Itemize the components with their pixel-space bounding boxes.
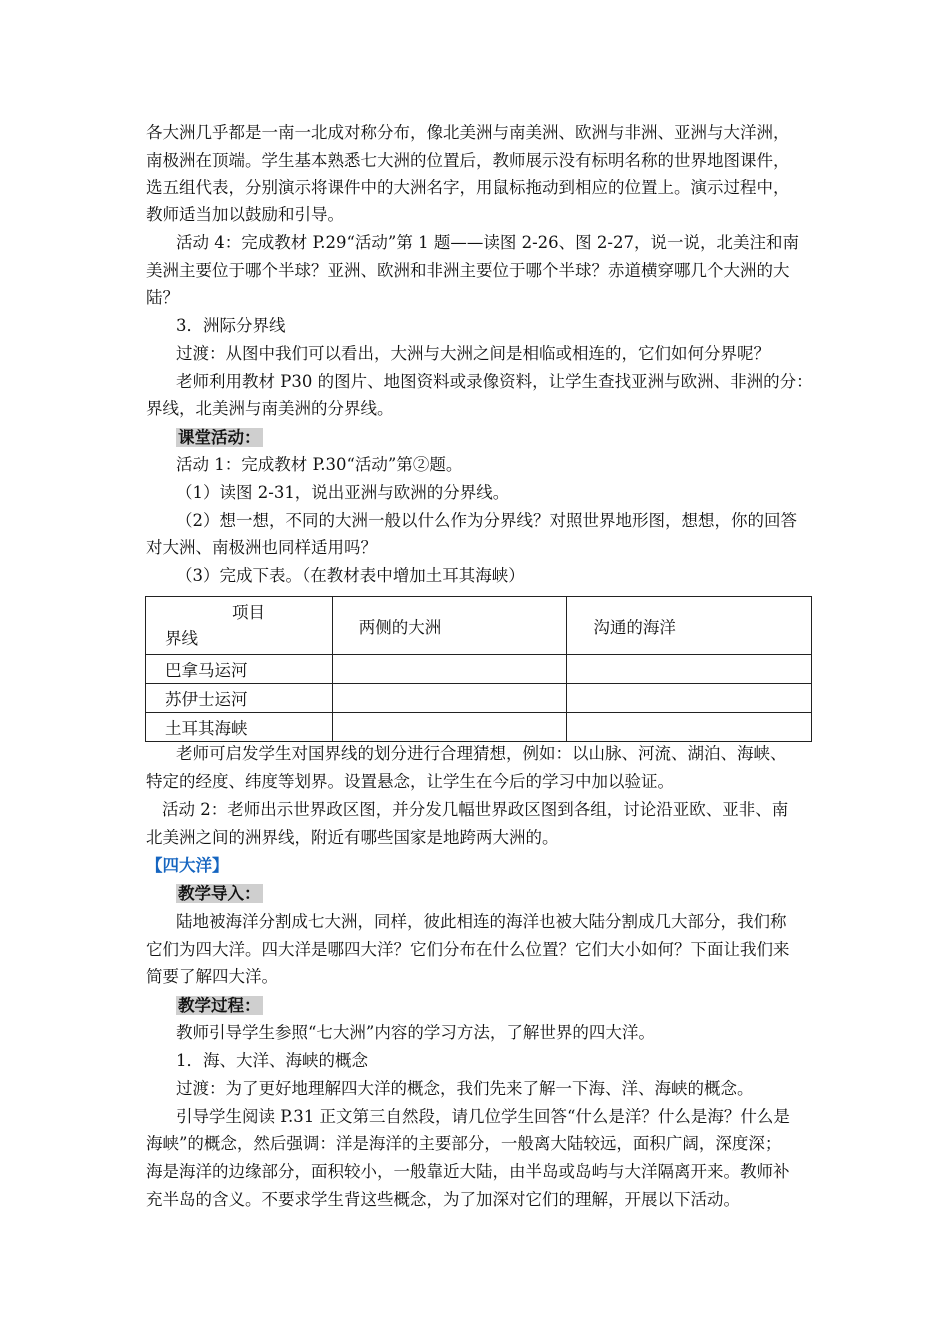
paragraph-line: 3．洲际分界线 — [176, 316, 286, 335]
table-cell — [332, 713, 567, 742]
table-cell — [567, 684, 812, 713]
table-header-row — [146, 597, 812, 655]
process-line: 海峡”的概念，然后强调：洋是海洋的主要部分，一般离大陆较远，面积广阔，深度深； — [146, 1134, 782, 1153]
activity-line: （3）完成下表。（在教材表中增加土耳其海峡） — [176, 566, 525, 585]
diag-header-bottom: 界线 — [165, 629, 198, 648]
paragraph-line: 各大洲几乎都是一南一北成对称分布，像北美洲与南美洲、欧洲与非洲、亚洲与大洋洲， — [146, 123, 790, 142]
table-cell: 巴拿马运河 — [146, 655, 333, 684]
paragraph-line: 活动 4：完成教材 P.29“活动”第 1 题——读图 2-26、图 2-27，说一说，北美注和南 — [176, 233, 799, 252]
table-cell: 苏伊士运河 — [146, 684, 333, 713]
process-line: 教师引导学生参照“七大洲”内容的学习方法，了解世界的四大洋。 — [176, 1023, 655, 1042]
paragraph-line: 老师可启发学生对国界线的划分进行合理猜想，例如：以山脉、河流、湖泊、海峡、 — [176, 744, 787, 763]
intro-heading: 教学导入： — [178, 884, 261, 903]
process-line: 1．海、大洋、海峡的概念 — [176, 1051, 368, 1070]
activity-line: 对大洲、南极洲也同样适用吗？ — [146, 538, 377, 557]
paragraph-line: 特定的经度、纬度等划界。设置悬念，让学生在今后的学习中加以验证。 — [146, 772, 674, 791]
table-header-continents: 两侧的大洲 — [332, 597, 567, 655]
intro-line: 它们为四大洋。四大洋是哪四大洋？它们分布在什么位置？它们大小如何？下面让我们来 — [146, 940, 790, 959]
boundary-table — [145, 596, 812, 742]
activity-line: （1）读图 2-31，说出亚洲与欧洲的分界线。 — [176, 483, 510, 502]
process-line: 过渡：为了更好地理解四大洋的概念，我们先来了解一下海、洋、海峡的概念。 — [176, 1079, 754, 1098]
table-row — [146, 684, 812, 713]
paragraph-line: 教师适当加以鼓励和引导。 — [146, 205, 344, 224]
table-cell: 土耳其海峡 — [146, 713, 333, 742]
table-cell — [332, 684, 567, 713]
table-cell — [567, 655, 812, 684]
process-line: 充半岛的含义。不要求学生背这些概念，为了加深对它们的理解，开展以下活动。 — [146, 1190, 740, 1209]
activity-line: （2）想一想，不同的大洲一般以什么作为分界线？对照世界地形图，想想，你的回答 — [176, 511, 797, 530]
intro-line: 简要了解四大洋。 — [146, 967, 278, 986]
paragraph-line: 陆？ — [146, 288, 179, 307]
paragraph-line: 选五组代表，分别演示将课件中的大洲名字，用鼠标拖动到相应的位置上。演示过程中， — [146, 178, 790, 197]
class-activity-heading: 课堂活动： — [178, 428, 261, 447]
paragraph-line: 北美洲之间的洲界线，附近有哪些国家是地跨两大洲的。 — [146, 828, 559, 847]
paragraph-line: 美洲主要位于哪个半球？亚洲、欧洲和非洲主要位于哪个半球？赤道横穿哪几个大洲的大 — [146, 261, 790, 280]
table-cell — [332, 655, 567, 684]
process-heading: 教学过程： — [178, 996, 261, 1015]
paragraph-line: 南极洲在顶端。学生基本熟悉七大洲的位置后，教师展示没有标明名称的世界地图课件， — [146, 151, 790, 170]
table-cell — [567, 713, 812, 742]
table-row — [146, 655, 812, 684]
intro-line: 陆地被海洋分割成七大洲，同样，彼此相连的海洋也被大陆分割成几大部分，我们称 — [176, 912, 787, 931]
table-diagonal-header-cell — [146, 597, 333, 655]
process-line: 海是海洋的边缘部分，面积较小，一般靠近大陆，由半岛或岛屿与大洋隔离开来。教师补 — [146, 1162, 790, 1181]
activity-line: 活动 1：完成教材 P.30“活动”第②题。 — [176, 455, 463, 474]
paragraph-line: 活动 2：老师出示世界政区图，并分发几幅世界政区图到各组，讨论沿亚欧、亚非、南 — [162, 800, 789, 819]
paragraph-line: 界线，北美洲与南美洲的分界线。 — [146, 399, 394, 418]
paragraph-line: 过渡：从图中我们可以看出，大洲与大洲之间是相临或相连的，它们如何分界呢？ — [176, 344, 770, 363]
section-title: 【四大洋】 — [146, 856, 229, 875]
table-row — [146, 713, 812, 742]
paragraph-line: 老师利用教材 P30 的图片、地图资料或录像资料，让学生查找亚洲与欧洲、非洲的分： — [176, 372, 813, 391]
diag-header-top: 项目 — [232, 603, 265, 622]
table-header-oceans: 沟通的海洋 — [567, 597, 812, 655]
process-line: 引导学生阅读 P.31 正文第三自然段，请几位学生回答“什么是洋？什么是海？什么是 — [176, 1107, 790, 1126]
